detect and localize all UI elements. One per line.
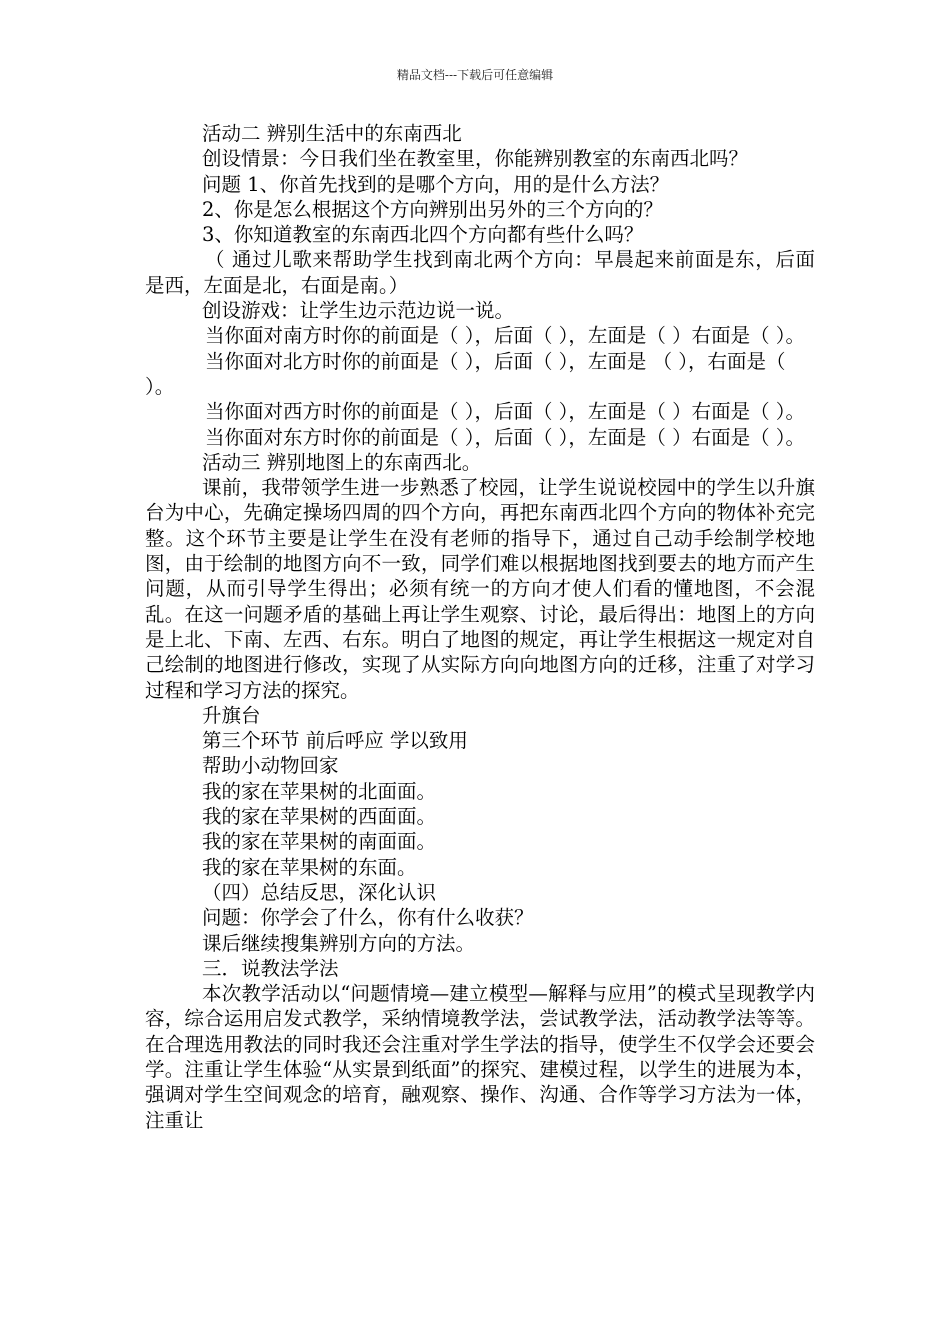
home-south-line: 我的家在苹果树的南面面。	[202, 830, 437, 854]
reflection-question: 问题：你学会了什么，你有什么收获？	[202, 906, 534, 930]
homework-line: 课后继续搜集辨别方向的方法。	[202, 931, 476, 955]
game-paragraph: 创设游戏：让学生边示范边说一说。	[202, 299, 515, 323]
home-north-line: 我的家在苹果树的北面面。	[202, 779, 437, 803]
section-three-heading: 三．说教法学法	[202, 956, 339, 980]
question-3: 3、你知道教室的东南西北四个方向都有些什么吗？	[202, 223, 644, 247]
facing-south-exercise: 当你面对南方时你的前面是（ ），后面（ ），左面是（ ）右面是（ ）。	[205, 324, 806, 348]
document-body	[145, 121, 815, 1133]
activity-two-heading: 活动二 辨别生活中的东南西北	[202, 122, 462, 145]
facing-west-exercise: 当你面对西方时你的前面是（ ），后面（ ），左面是（ ）右面是（ ）。	[205, 400, 806, 424]
facing-east-exercise: 当你面对东方时你的前面是（ ），后面（ ），左面是（ ）右面是（ ）。	[205, 425, 806, 449]
summary-heading: （四）总结反思，深化认识	[202, 880, 437, 904]
facing-north-exercise: 当你面对北方时你的前面是（ ），后面（ ），左面是 （ ），右面是（ ）。	[145, 349, 786, 398]
teaching-methods-paragraph: 本次教学活动以“问题情境—建立模型—解释与应用”的模式呈现教学内容，综合运用启发式教学，采纳情境教学法，尝试教学法，活动教学法等等。在合理选用教法的同时我还会注重对学生学法的指导，使学生不仅学会还要会学。注重让学生体验“从实景到纸面”的探究、建模过程，以学生的进展为本，强调对学生空间观念的培育，融观察、操作、沟通、合作等学习方法为一体，注重让	[145, 982, 815, 1132]
map-activity-paragraph: 课前，我带领学生进一步熟悉了校园，让学生说说校园中的学生以升旗台为中心，先确定操场四周的四个方向，再把东南西北四个方向的物体补充完整。这个环节主要是让学生在没有老师的指导下，通过自己动手绘制学校地图，由于绘制的地图方向不一致，同学们难以根据地图找到要去的地方而产生问题，从而引导学生得出；必须有统一的方向才使人们看的懂地图，不会混乱。在这一问题矛盾的基础上再让学生观察、讨论，最后得出：地图上的方向是上北、下南、左西、右东。明白了地图的规定，再让学生根据这一规定对自己绘制的地图进行修改，实现了从实际方向向地图方向的迁移，注重了对学习过程和学习方法的探究。	[145, 476, 815, 702]
help-animals-line: 帮助小动物回家	[202, 754, 339, 778]
flag-platform-line: 升旗台	[202, 703, 261, 727]
rhyme-paragraph: （ 通过儿歌来帮助学生找到南北两个方向：早晨起来前面是东，后面是西，左面是北，右面是南。）	[145, 248, 815, 297]
question-1: 问题 1、你首先找到的是哪个方向，用的是什么方法？	[202, 172, 670, 196]
home-west-line: 我的家在苹果树的西面面。	[202, 805, 437, 829]
activity-three-heading: 活动三 辨别地图上的东南西北。	[202, 450, 482, 474]
page-header: 精品文档---下载后可任意编辑	[396, 68, 554, 82]
scenario-paragraph: 创设情景：今日我们坐在教室里，你能辨别教室的东南西北吗？	[202, 147, 749, 171]
home-east-line: 我的家在苹果树的东面。	[202, 855, 417, 879]
question-2: 2、你是怎么根据这个方向辨别出另外的三个方向的？	[202, 197, 663, 221]
third-section-heading: 第三个环节 前后呼应 学以致用	[202, 729, 468, 753]
